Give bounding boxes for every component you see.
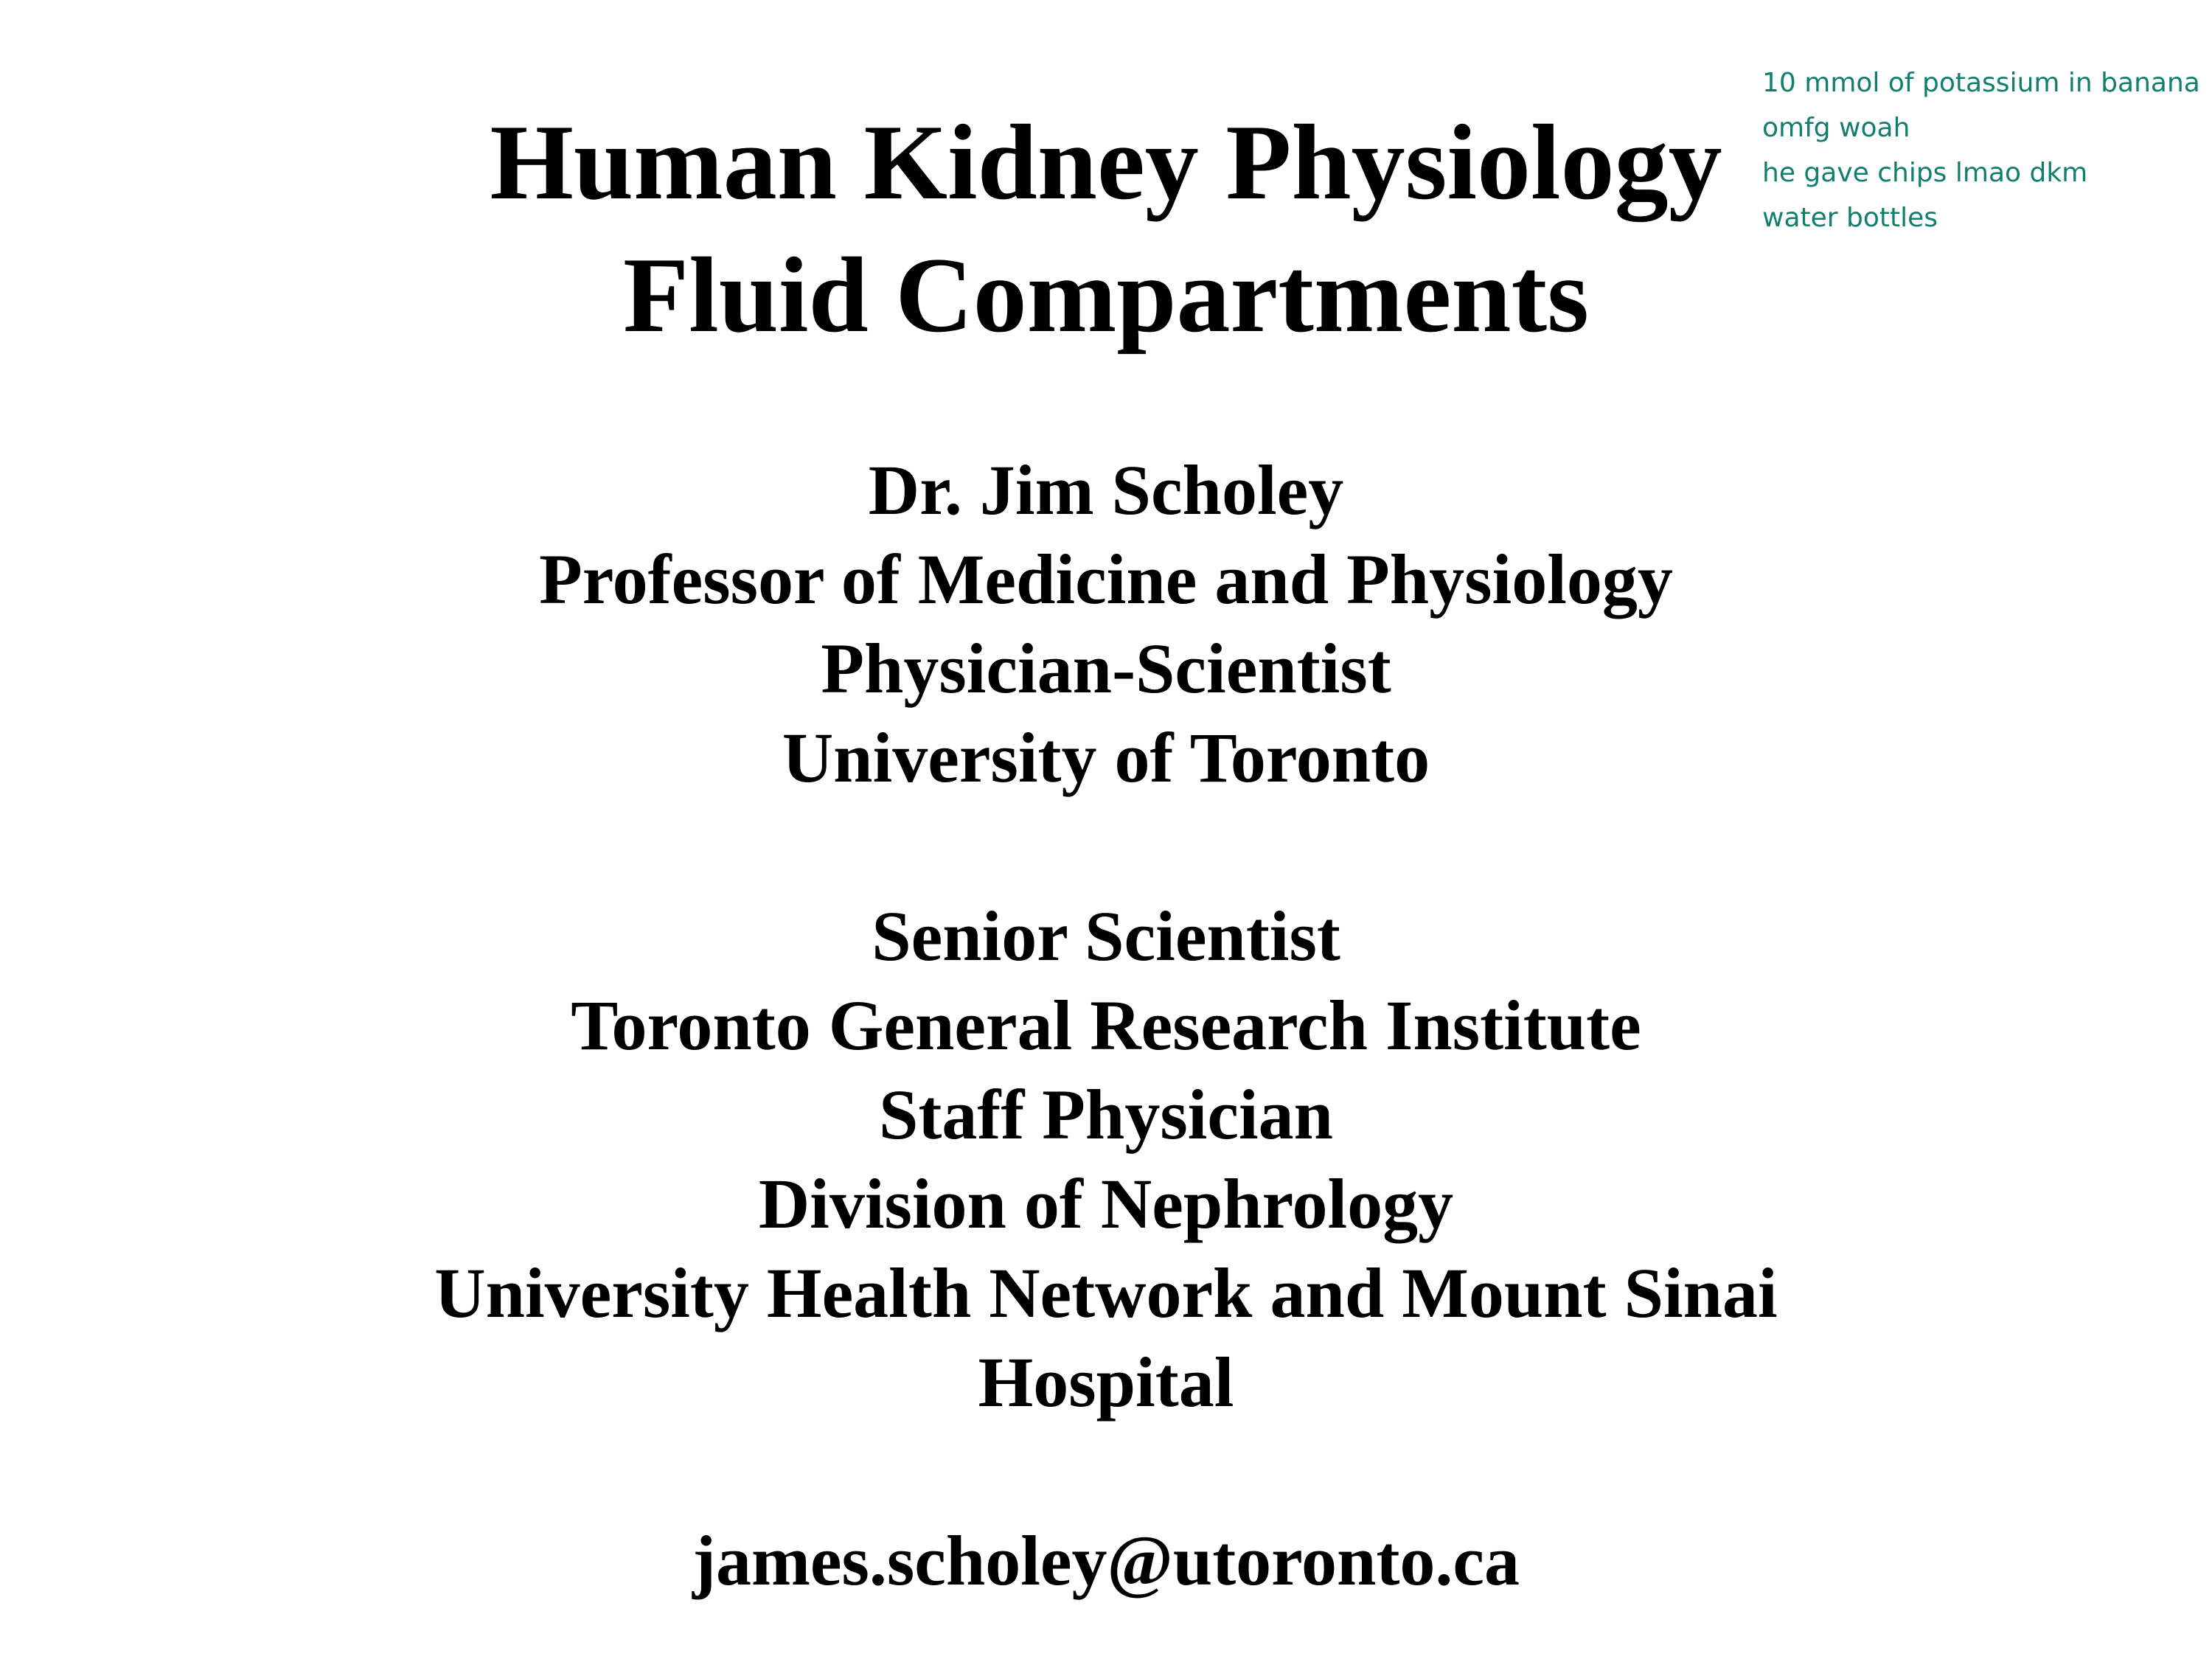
spacer [0, 802, 2212, 891]
author-affiliation-hospital-line-2: Hospital [978, 1343, 1234, 1422]
author-role-staff-physician: Staff Physician [878, 1075, 1334, 1154]
author-email: james.scholey@utoronto.ca [692, 1521, 1520, 1600]
author-affiliation-university: University of Toronto [782, 718, 1430, 797]
handwritten-notes [1762, 60, 2205, 240]
author-details [0, 445, 2212, 1605]
author-role-physician-scientist: Physician-Scientist [821, 629, 1391, 708]
author-role-professor: Professor of Medicine and Physiology [539, 540, 1673, 619]
note-item: he gave chips lmao dkm [1762, 158, 2088, 188]
note-item: 10 mmol of potassium in banana [1762, 68, 2200, 98]
note-item: water bottles [1762, 203, 1938, 233]
author-affiliation-hospital-line-1: University Health Network and Mount Sinai [434, 1253, 1778, 1332]
author-division: Division of Nephrology [758, 1164, 1454, 1243]
title-line-2: Fluid Compartments [623, 235, 1589, 355]
spacer [0, 1427, 2212, 1516]
author-affiliation-research-institute: Toronto General Research Institute [571, 986, 1641, 1065]
author-name: Dr. Jim Scholey [868, 451, 1344, 529]
title-line-1: Human Kidney Physiology [490, 102, 1722, 222]
author-role-senior-scientist: Senior Scientist [872, 897, 1340, 975]
note-item: omfg woah [1762, 113, 1910, 143]
